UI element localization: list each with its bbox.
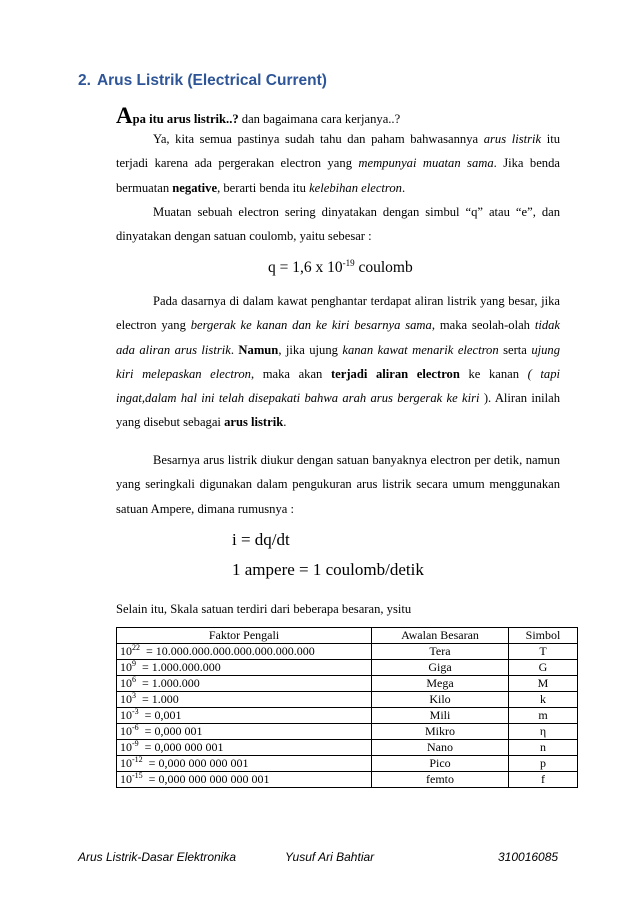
eq-base: q = 1,6 x 10 [268, 259, 343, 277]
prefix-cell: Mega [372, 676, 509, 692]
paragraph-1 [116, 127, 560, 200]
prefix-cell: femto [372, 772, 509, 788]
p3-italic-2: tidak ada aliran arus listrik [116, 318, 561, 357]
lead-bold: pa itu arus listrik..? [132, 112, 239, 126]
symbol-cell: m [509, 708, 578, 724]
p3-text-6: , maka akan [250, 366, 331, 381]
factor-cell: $10^{-15} = 0,000$ 000 000 000 001 [117, 772, 372, 788]
factor-cell: $10^{-6} = 0,000$ 001 [117, 724, 372, 740]
paragraph-3 [116, 289, 560, 435]
factor-value: = 1.000 [142, 692, 179, 706]
p1-text-2: itu terjadi karena ada pergerakan electron yang [116, 132, 560, 171]
factor-exponent: -6 [132, 723, 139, 732]
section-number: 2. [78, 72, 91, 89]
prefix-cell: Mili [372, 708, 509, 724]
factor-value: = 0,000 000 001 [144, 740, 224, 754]
p1-italic-3: kelebihan electron [309, 180, 402, 195]
factor-value: = 0,000 001 [144, 724, 203, 738]
p1-text-1: Ya, kita semua pastinya sudah tahu dan paham bahwasannya [153, 132, 484, 146]
formula-ampere: 1 ampere = 1 coulomb/detik [232, 560, 424, 579]
factor-cell: $10^{-12} = 0,000$ 000 000 001 [117, 756, 372, 772]
symbol-cell: T [509, 644, 578, 660]
p1-italic-2: mempunyai muatan sama [358, 156, 494, 171]
factor-exponent: -3 [132, 707, 139, 716]
factor-value: = 0,000 000 000 001 [148, 756, 249, 770]
p3-text-7: ke kanan [459, 366, 528, 381]
equation-charge [268, 258, 413, 277]
table-row [117, 676, 578, 692]
unit-prefix-table [116, 627, 578, 788]
symbol-cell: p [509, 756, 578, 772]
symbol-cell: n [509, 740, 578, 756]
p3-italic-4: ujung kiri melepaskan electron [116, 342, 560, 381]
footer-id: 310016085 [498, 850, 559, 864]
footer-title: Arus Listrik-Dasar Elektronika [78, 850, 237, 864]
prefix-cell: Mikro [372, 724, 509, 740]
table-row [117, 692, 578, 708]
lead-rest: dan bagaimana cara kerjanya..? [238, 112, 401, 126]
p1-text-4: , berarti benda itu [217, 180, 310, 195]
factor-exponent: 3 [132, 691, 136, 700]
p1-italic-1: arus listrik [483, 132, 542, 146]
paragraph-4: Besarnya arus listrik diukur dengan satuan banyaknya electron per detik, namun yang seringkali digunakan dalam pengukuran arus listrik secara umum menggunakan satuan Ampere, dimana rumusnya : [116, 453, 560, 516]
p3-bold-3: arus listrik [224, 415, 284, 430]
p3-italic-5: ( tapi ingat,dalam hal ini telah disepakati bahwa arah arus bergerak ke kiri [116, 366, 561, 406]
factor-value: = 10.000.000.000.000.000.000.000 [146, 644, 315, 658]
footer-author: Yusuf Ari Bahtiar [285, 850, 375, 864]
prefix-cell: Giga [372, 660, 509, 676]
p3-text-3: . [230, 342, 239, 357]
factor-exponent: 6 [132, 675, 136, 684]
p3-text-4: , jika ujung [278, 342, 343, 357]
symbol-cell: η [509, 724, 578, 740]
table-row [117, 740, 578, 756]
p1-text-5: . [401, 180, 406, 195]
prefix-cell: Tera [372, 644, 509, 660]
section-title: Arus Listrik (Electrical Current) [96, 72, 327, 89]
factor-cell: $10^9 = 1.000.000.000$ [117, 660, 372, 676]
symbol-cell: G [509, 660, 578, 676]
p1-bold-1: negative [172, 180, 218, 195]
factor-value: = 1.000.000.000 [142, 660, 221, 674]
factor-cell: $10^{22} = 10.000.000.000.000.000.000.000$ [117, 644, 372, 660]
symbol-cell: f [509, 772, 578, 788]
p3-text-9: . [283, 415, 287, 430]
table-row [117, 660, 578, 676]
eq-exponent: -19 [342, 258, 355, 268]
factor-cell: $10^3 = 1.000$ [117, 692, 372, 708]
table-row [117, 644, 578, 660]
factor-exponent: -12 [132, 755, 143, 764]
factor-exponent: -15 [132, 771, 143, 780]
table-row [117, 772, 578, 788]
table-row [117, 708, 578, 724]
factor-cell: $10^{-9} = 0,000$ 000 001 [117, 740, 372, 756]
factor-exponent: 9 [132, 659, 136, 668]
header-symbol: Simbol [509, 628, 578, 644]
factor-value: = 1.000.000 [142, 676, 200, 690]
table-header-row [117, 628, 578, 644]
symbol-cell: M [509, 676, 578, 692]
lead-question [116, 103, 400, 129]
header-prefix: Awalan Besaran [372, 628, 509, 644]
factor-value: = 0,000 000 000 000 001 [148, 772, 270, 786]
prefix-cell: Nano [372, 740, 509, 756]
paragraph-2: Muatan sebuah electron sering dinyatakan dengan simbul “q” atau “e”, dan dinyatakan dengan satuan coulomb, yaitu sebesar : [116, 205, 560, 244]
table-caption: Selain itu, Skala satuan terdiri dari beberapa besaran, ysitu [116, 602, 412, 616]
p3-bold-1: Namun [238, 342, 279, 357]
section-heading [78, 72, 327, 90]
p3-italic-1: bergerak ke kanan dan ke kiri besarnya sama [190, 318, 432, 333]
drop-cap: A [116, 103, 133, 128]
p1-text-3: . Jika benda bermuatan [116, 156, 560, 195]
formula-current: i = dq/dt [232, 530, 290, 549]
p3-text-2: , maka seolah-olah [431, 318, 535, 333]
p3-text-5: serta [498, 342, 532, 357]
factor-exponent: 22 [132, 643, 140, 652]
p3-italic-3: kanan kawat menarik electron [342, 342, 499, 357]
factor-cell: $10^{-3} = 0,001$ [117, 708, 372, 724]
symbol-cell: k [509, 692, 578, 708]
p3-text-1: Pada dasarnya di dalam kawat penghantar terdapat aliran listrik yang besar, jika electron yang [116, 294, 560, 333]
p3-text-8: ). Aliran inilah yang disebut sebagai [116, 391, 560, 430]
factor-cell: $10^6 = 1.000.000$ [117, 676, 372, 692]
p3-bold-2: terjadi aliran electron [330, 366, 460, 381]
prefix-cell: Pico [372, 756, 509, 772]
header-factor: Faktor Pengali [117, 628, 372, 644]
prefix-cell: Kilo [372, 692, 509, 708]
table-row [117, 724, 578, 740]
table-row [117, 756, 578, 772]
eq-unit: coulomb [354, 259, 413, 277]
factor-value: = 0,001 [144, 708, 182, 722]
factor-exponent: -9 [132, 739, 139, 748]
